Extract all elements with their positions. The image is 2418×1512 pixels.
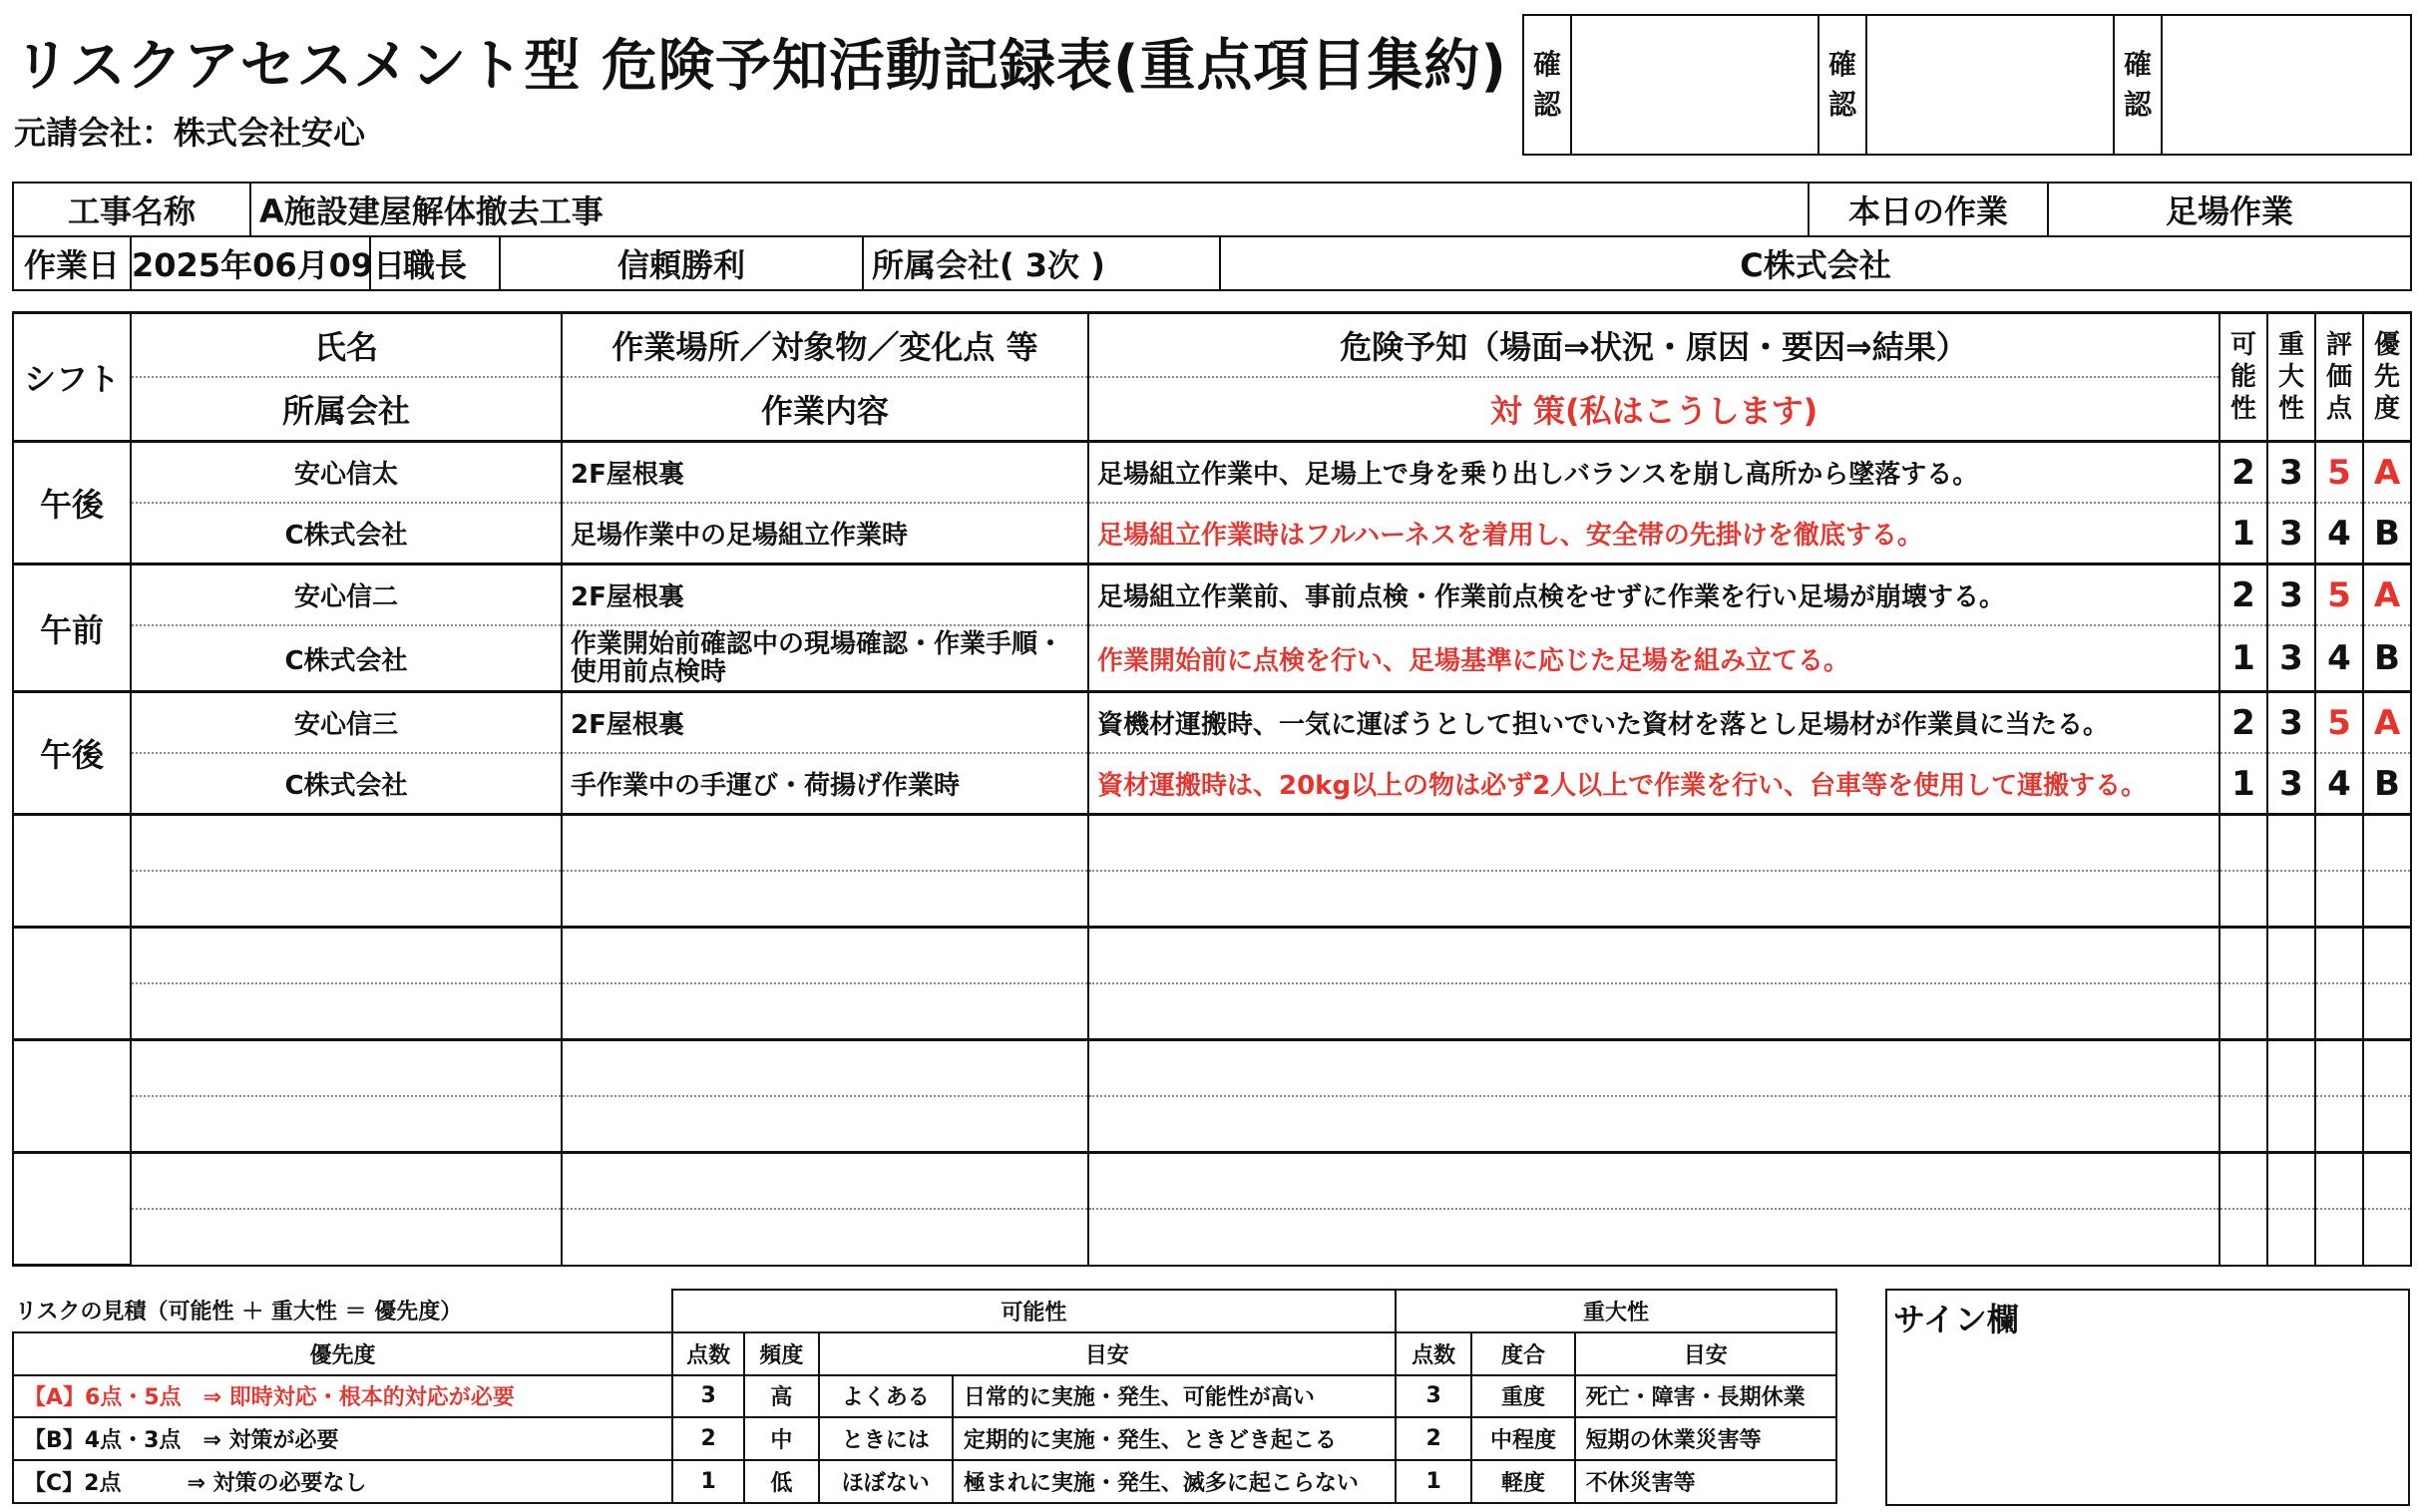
worker-company: C株式会社	[131, 503, 562, 565]
signature-label: サイン欄	[1893, 1301, 2019, 1338]
worker-name: 安心信三	[131, 692, 562, 754]
possibility-after: 1	[2219, 625, 2267, 692]
legend-priority-a: 【A】6点・5点 ⇒ 即時対応・根本的対応が必要	[13, 1375, 672, 1418]
empty-cell[interactable]	[131, 1096, 562, 1152]
empty-cell[interactable]	[562, 815, 1088, 871]
empty-cell[interactable]	[2363, 1209, 2411, 1266]
legend-possibility-score: 3	[672, 1375, 744, 1418]
shift-cell: 午前	[13, 565, 131, 692]
work-content: 手作業中の手運び・荷揚げ作業時	[562, 753, 1088, 815]
legend-caption: リスクの見積（可能性 ＋ 重大性 ＝ 優先度）	[15, 1300, 463, 1325]
work-date-value: 2025年06月09日	[131, 236, 370, 290]
confirm-label: 確認	[1818, 15, 1866, 155]
legend-possibility-word: よくある	[819, 1375, 953, 1418]
legend-severity-score: 1	[1396, 1460, 1471, 1503]
empty-cell[interactable]	[1088, 1096, 2219, 1152]
empty-cell[interactable]	[131, 1039, 562, 1095]
possibility-before: 2	[2219, 565, 2267, 626]
col-place-header: 作業場所／対象物／変化点 等	[562, 313, 1088, 378]
empty-cell[interactable]	[131, 928, 562, 983]
shift-cell-empty[interactable]	[13, 1152, 131, 1265]
confirm-label: 確認	[1523, 15, 1571, 155]
today-work-label: 本日の作業	[1809, 183, 2048, 236]
possibility-after: 1	[2219, 753, 2267, 815]
empty-cell[interactable]	[1088, 815, 2219, 871]
empty-cell[interactable]	[2363, 983, 2411, 1039]
score-after: 4	[2315, 625, 2363, 692]
prime-contractor: 元請会社：株式会社安心	[14, 114, 366, 152]
legend-severity-guide: 不休災害等	[1575, 1460, 1836, 1503]
priority-after: B	[2363, 753, 2411, 815]
empty-cell[interactable]	[2267, 1096, 2315, 1152]
empty-cell[interactable]	[2363, 928, 2411, 983]
legend-severity-degree: 軽度	[1471, 1460, 1574, 1503]
legend-possibility-word: ほぼない	[819, 1460, 953, 1503]
shift-cell-empty[interactable]	[13, 1039, 131, 1152]
severity-before: 3	[2267, 692, 2315, 754]
empty-cell[interactable]	[131, 871, 562, 927]
empty-cell[interactable]	[562, 983, 1088, 1039]
legend-possibility-score: 1	[672, 1460, 744, 1503]
priority-after: B	[2363, 503, 2411, 565]
shift-cell: 午後	[13, 442, 131, 565]
empty-cell[interactable]	[1088, 928, 2219, 983]
project-name-value: A施設建屋解体撤去工事	[250, 183, 1809, 236]
score-after: 4	[2315, 753, 2363, 815]
legend-severity-degree: 重度	[1471, 1375, 1574, 1418]
legend-freq-head: 頻度	[744, 1332, 818, 1375]
score-before: 5	[2315, 442, 2363, 504]
severity-after: 3	[2267, 503, 2315, 565]
legend-priority-c: 【C】2点 ⇒ 対策の必要なし	[13, 1460, 672, 1503]
empty-cell[interactable]	[2219, 815, 2267, 871]
legend-severity-degree: 中程度	[1471, 1417, 1574, 1460]
confirm-stamp-boxes	[1522, 14, 2412, 156]
empty-cell[interactable]	[2363, 815, 2411, 871]
empty-cell[interactable]	[1088, 1152, 2219, 1208]
empty-cell[interactable]	[2363, 871, 2411, 927]
empty-cell[interactable]	[2363, 1152, 2411, 1208]
priority-before: A	[2363, 692, 2411, 754]
hazard-table	[12, 311, 2412, 1267]
foreman-label: 職長	[370, 236, 500, 290]
possibility-before: 2	[2219, 692, 2267, 754]
col-shift-header: シフト	[13, 313, 131, 442]
empty-cell[interactable]	[2363, 1039, 2411, 1095]
empty-cell[interactable]	[131, 815, 562, 871]
signature-box[interactable]	[1885, 1289, 2410, 1506]
legend-score-head: 点数	[672, 1332, 744, 1375]
score-after: 4	[2315, 503, 2363, 565]
worker-name: 安心信二	[131, 565, 562, 626]
empty-cell[interactable]	[2219, 1039, 2267, 1095]
empty-cell[interactable]	[131, 983, 562, 1039]
empty-cell[interactable]	[562, 928, 1088, 983]
risk-estimate-legend	[12, 1289, 1837, 1504]
empty-cell[interactable]	[2363, 1096, 2411, 1152]
priority-before: A	[2363, 442, 2411, 504]
shift-cell-empty[interactable]	[13, 815, 131, 928]
col-measure-header: 対 策(私はこうします)	[1088, 377, 2219, 442]
legend-possibility-freq: 中	[744, 1417, 818, 1460]
empty-cell[interactable]	[562, 1096, 1088, 1152]
legend-degree-head: 度合	[1471, 1332, 1574, 1375]
page-title: リスクアセスメント型 危険予知活動記録表(重点項目集約)	[14, 34, 1508, 99]
empty-cell[interactable]	[2219, 1096, 2267, 1152]
col-score-header: 評価点	[2315, 313, 2363, 442]
severity-after: 3	[2267, 625, 2315, 692]
work-date-label: 作業日	[13, 236, 131, 290]
hazard-text: 足場組立作業中、足場上で身を乗り出しバランスを崩し高所から墜落する。	[1088, 442, 2219, 504]
empty-cell[interactable]	[2219, 871, 2267, 927]
col-hazard-header: 危険予知（場面⇒状況・原因・要因⇒結果）	[1088, 313, 2219, 378]
possibility-before: 2	[2219, 442, 2267, 504]
legend-severity-head: 重大性	[1396, 1290, 1836, 1332]
col-name-header: 氏名	[131, 313, 562, 378]
legend-possibility-guide: 日常的に実施・発生、可能性が高い	[953, 1375, 1396, 1418]
hazard-text: 足場組立作業前、事前点検・作業前点検をせずに作業を行い足場が崩壊する。	[1088, 565, 2219, 626]
legend-priority-b: 【B】4点・3点 ⇒ 対策が必要	[13, 1417, 672, 1460]
empty-cell[interactable]	[2315, 815, 2363, 871]
empty-cell[interactable]	[2219, 928, 2267, 983]
measure-text: 足場組立作業時はフルハーネスを着用し、安全帯の先掛けを徹底する。	[1088, 503, 2219, 565]
legend-severity-score: 3	[1396, 1375, 1471, 1418]
legend-severity-guide: 短期の休業災害等	[1575, 1417, 1836, 1460]
legend-possibility-score: 2	[672, 1417, 744, 1460]
empty-cell[interactable]	[2315, 1209, 2363, 1266]
work-place: 2F屋根裏	[562, 692, 1088, 754]
empty-cell[interactable]	[1088, 1209, 2219, 1266]
empty-cell[interactable]	[1088, 983, 2219, 1039]
empty-cell[interactable]	[2315, 871, 2363, 927]
legend-possibility-guide: 極まれに実施・発生、滅多に起こらない	[953, 1460, 1396, 1503]
legend-priority-head: 優先度	[13, 1332, 672, 1375]
confirm-label: 確認	[2114, 15, 2162, 155]
severity-before: 3	[2267, 565, 2315, 626]
empty-cell[interactable]	[2267, 815, 2315, 871]
empty-cell[interactable]	[562, 1152, 1088, 1208]
legend-severity-score: 2	[1396, 1417, 1471, 1460]
legend-possibility-guide: 定期的に実施・発生、ときどき起こる	[953, 1417, 1396, 1460]
empty-cell[interactable]	[562, 1039, 1088, 1095]
legend-possibility-word: ときには	[819, 1417, 953, 1460]
empty-cell[interactable]	[2267, 871, 2315, 927]
empty-cell[interactable]	[2267, 1152, 2315, 1208]
empty-cell[interactable]	[2315, 1152, 2363, 1208]
possibility-after: 1	[2219, 503, 2267, 565]
empty-cell[interactable]	[2267, 928, 2315, 983]
legend-severity-guide: 死亡・障害・長期休業	[1575, 1375, 1836, 1418]
col-priority-header: 優先度	[2363, 313, 2411, 442]
empty-cell[interactable]	[1088, 1039, 2219, 1095]
empty-cell[interactable]	[2219, 1152, 2267, 1208]
score-before: 5	[2315, 565, 2363, 626]
empty-cell[interactable]	[2219, 983, 2267, 1039]
empty-cell[interactable]	[2267, 1209, 2315, 1266]
confirm-stamp-box[interactable]	[1866, 15, 2114, 155]
legend-guide-head: 目安	[819, 1332, 1396, 1375]
col-possibility-header: 可能性	[2219, 313, 2267, 442]
empty-cell[interactable]	[2315, 928, 2363, 983]
priority-before: A	[2363, 565, 2411, 626]
legend-guide-head: 目安	[1575, 1332, 1836, 1375]
col-work-header: 作業内容	[562, 377, 1088, 442]
col-affiliation-header: 所属会社	[131, 377, 562, 442]
worker-company: C株式会社	[131, 753, 562, 815]
legend-possibility-head: 可能性	[672, 1290, 1396, 1332]
severity-before: 3	[2267, 442, 2315, 504]
empty-cell[interactable]	[1088, 871, 2219, 927]
foreman-value: 信頼勝利	[500, 236, 863, 290]
worker-company: C株式会社	[131, 625, 562, 692]
work-content: 作業開始前確認中の現場確認・作業手順・使用前点検時	[562, 625, 1088, 692]
severity-after: 3	[2267, 753, 2315, 815]
empty-cell[interactable]	[2315, 983, 2363, 1039]
work-place: 2F屋根裏	[562, 442, 1088, 504]
empty-cell[interactable]	[562, 1209, 1088, 1266]
legend-possibility-freq: 高	[744, 1375, 818, 1418]
col-severity-header: 重大性	[2267, 313, 2315, 442]
score-before: 5	[2315, 692, 2363, 754]
worker-name: 安心信太	[131, 442, 562, 504]
empty-cell[interactable]	[2267, 983, 2315, 1039]
work-content: 足場作業中の足場組立作業時	[562, 503, 1088, 565]
measure-text: 作業開始前に点検を行い、足場基準に応じた足場を組み立てる。	[1088, 625, 2219, 692]
company-label: 所属会社( 3次 )	[863, 236, 1220, 290]
hazard-text: 資機材運搬時、一気に運ぼうとして担いでいた資材を落とし足場材が作業員に当たる。	[1088, 692, 2219, 754]
project-info	[12, 182, 2412, 291]
measure-text: 資材運搬時は、20kg以上の物は必ず2人以上で作業を行い、台車等を使用して運搬する。	[1088, 753, 2219, 815]
today-work-value: 足場作業	[2048, 183, 2411, 236]
confirm-stamp-box[interactable]	[2162, 15, 2411, 155]
shift-cell-empty[interactable]	[13, 928, 131, 1040]
empty-cell[interactable]	[131, 1152, 562, 1208]
legend-score-head: 点数	[1396, 1332, 1471, 1375]
empty-cell[interactable]	[562, 871, 1088, 927]
shift-cell: 午後	[13, 692, 131, 815]
legend-possibility-freq: 低	[744, 1460, 818, 1503]
project-name-label: 工事名称	[13, 183, 250, 236]
work-place: 2F屋根裏	[562, 565, 1088, 626]
company-value: C株式会社	[1220, 236, 2411, 290]
empty-cell[interactable]	[2315, 1039, 2363, 1095]
empty-cell[interactable]	[2219, 1209, 2267, 1266]
empty-cell[interactable]	[131, 1209, 562, 1266]
priority-after: B	[2363, 625, 2411, 692]
empty-cell[interactable]	[2267, 1039, 2315, 1095]
empty-cell[interactable]	[2315, 1096, 2363, 1152]
confirm-stamp-box[interactable]	[1571, 15, 1818, 155]
